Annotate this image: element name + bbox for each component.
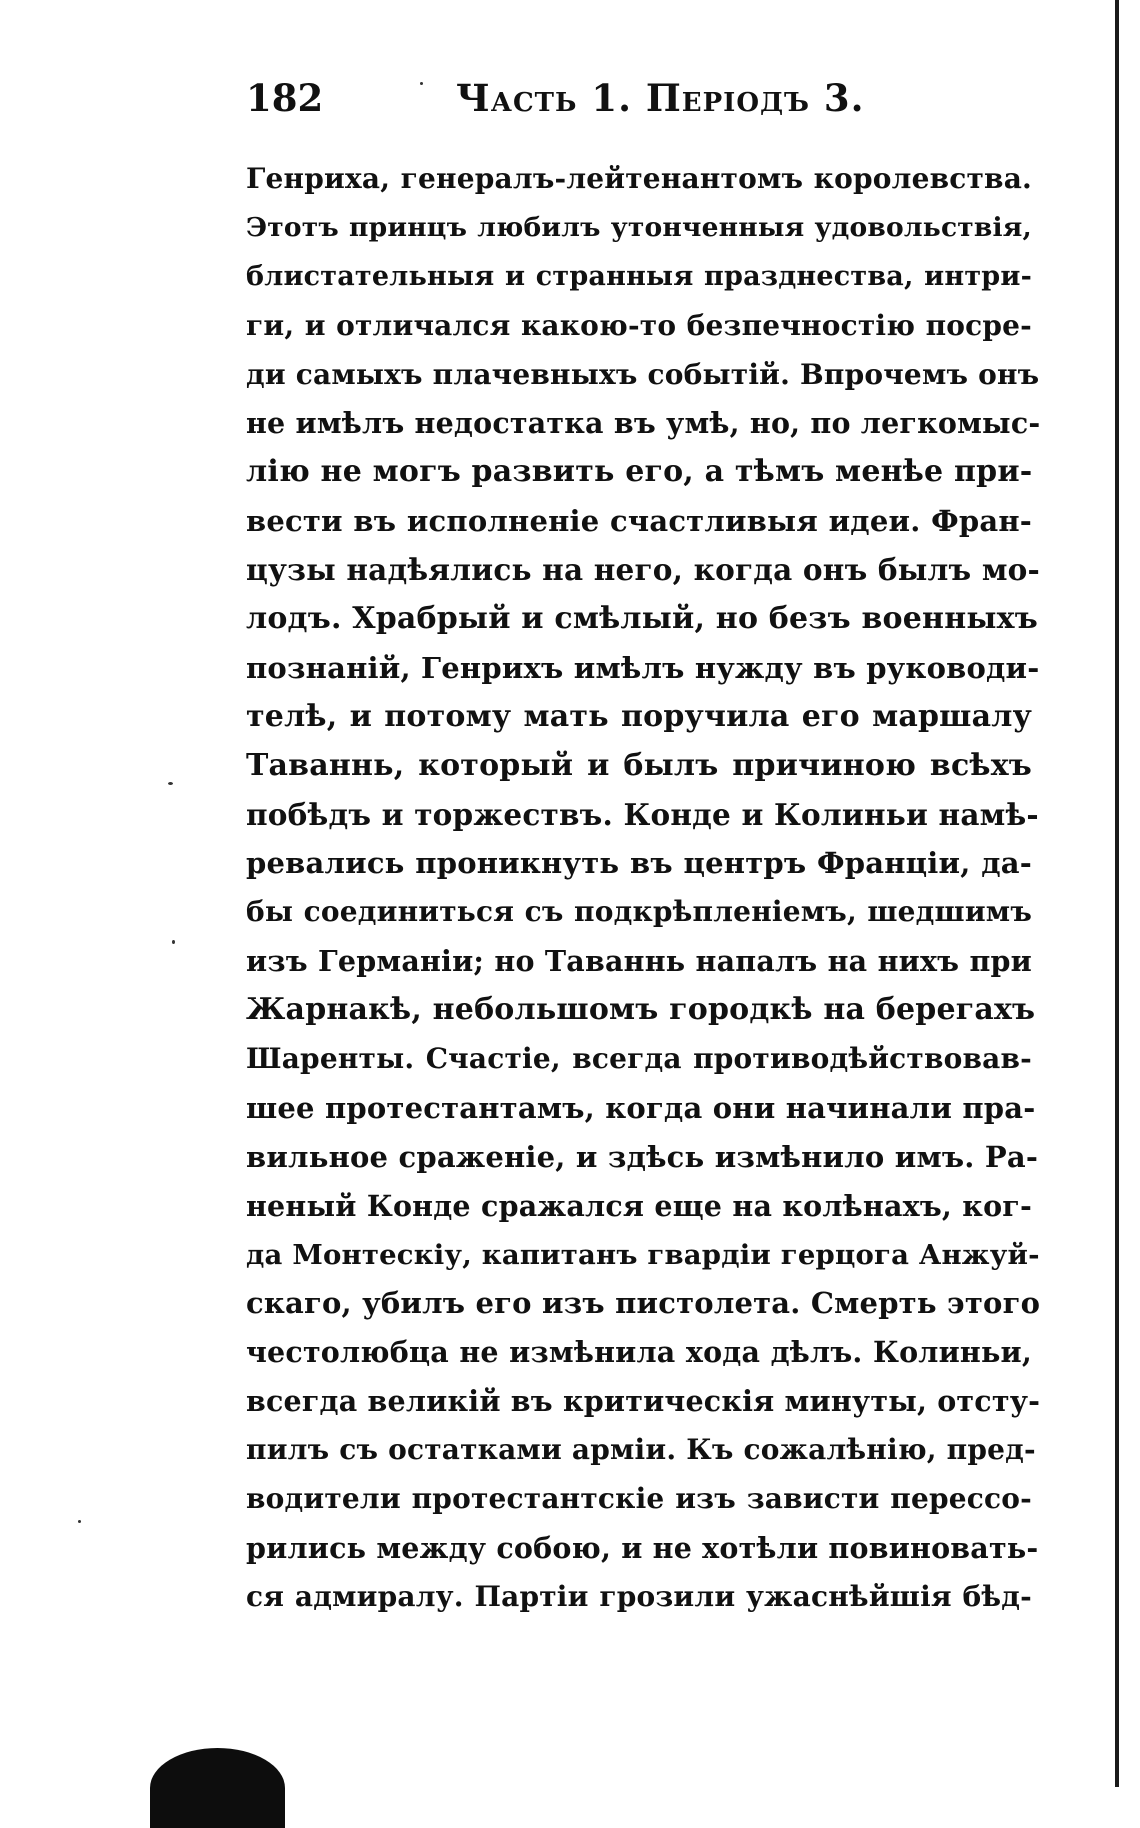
page-header (0, 68, 1140, 128)
text-line: не имѣлъ недостатка въ умѣ, но, по легкомыс- (246, 406, 1041, 441)
scan-speck (172, 940, 175, 944)
running-head: Часть 1. Періодъ 3. (456, 76, 865, 120)
text-line: да Монтескіу, капитанъ гвардіи герцога Анжуй- (246, 1238, 1040, 1271)
text-line: телѣ, и потому мать поручила его маршалу (246, 698, 1032, 734)
text-line: водители протестантскіе изъ зависти перессо- (246, 1482, 1032, 1516)
text-line: скаго, убилъ его изъ пистолета. Смерть этого (246, 1286, 1041, 1321)
text-line: лодъ. Храбрый и смѣлый, но безъ военныхъ (246, 601, 1038, 637)
text-line: Этотъ принцъ любилъ утонченныя удовольствія, (246, 211, 1032, 243)
text-line: лію не могъ развить его, а тѣмъ менѣе при- (246, 454, 1033, 490)
text-line: ревались проникнуть въ центръ Франціи, да- (246, 846, 1032, 881)
text-line: рились между собою, и не хотѣли повиновать- (246, 1530, 1039, 1565)
scan-speck (78, 1520, 81, 1523)
scan-speck (420, 82, 423, 85)
scan-artifact (150, 1748, 285, 1828)
text-line: цузы надѣялись на него, когда онъ былъ мо- (246, 552, 1040, 588)
page-number: 182 (246, 76, 324, 120)
text-line: ся адмиралу. Партіи грозили ужаснѣйшія бѣд- (246, 1579, 1032, 1613)
text-line: блистательныя и странныя празднества, интри- (246, 260, 1032, 292)
body-text (246, 155, 1041, 1622)
text-line: ди самыхъ плачевныхъ событій. Впрочемъ онъ (246, 357, 1040, 391)
text-line: бы соединиться съ подкрѣпленіемъ, шедшимъ (246, 895, 1032, 929)
text-line: вильное сраженіе, и здѣсь измѣнило имъ. Ра- (246, 1139, 1039, 1174)
text-line: Жарнакѣ, небольшомъ городкѣ на берегахъ (246, 992, 1036, 1028)
text-line: всегда великій въ критическія минуты, отсту- (246, 1384, 1041, 1419)
text-line: Таваннь, который и былъ причиною всѣхъ (246, 747, 1032, 783)
text-line: шее протестантамъ, когда они начинали пра- (246, 1090, 1036, 1125)
text-line: Шаренты. Счастіе, всегда противодѣйствовав- (246, 1042, 1032, 1076)
text-line: вести въ исполненіе счастливыя идеи. Фран- (246, 504, 1032, 539)
text-line: пилъ съ остатками арміи. Къ сожалѣнію, пред- (246, 1433, 1036, 1467)
text-line: познаній, Генрихъ имѣлъ нужду въ руководи- (246, 650, 1040, 685)
text-line: Генриха, генералъ-лейтенантомъ королевства. (246, 162, 1032, 195)
text-line: побѣдъ и торжествъ. Конде и Колиньи намѣ- (246, 796, 1039, 832)
scan-speck (168, 782, 173, 785)
scan-edge-line (1115, 0, 1119, 1787)
text-line: ги, и отличался какою-то безпечностію посре- (246, 308, 1032, 342)
text-line: честолюбца не измѣнила хода дѣлъ. Колиньи, (246, 1335, 1032, 1370)
text-line: изъ Германіи; но Таваннь напалъ на нихъ при (246, 944, 1032, 979)
text-line: неный Конде сражался еще на колѣнахъ, ког- (246, 1188, 1032, 1223)
